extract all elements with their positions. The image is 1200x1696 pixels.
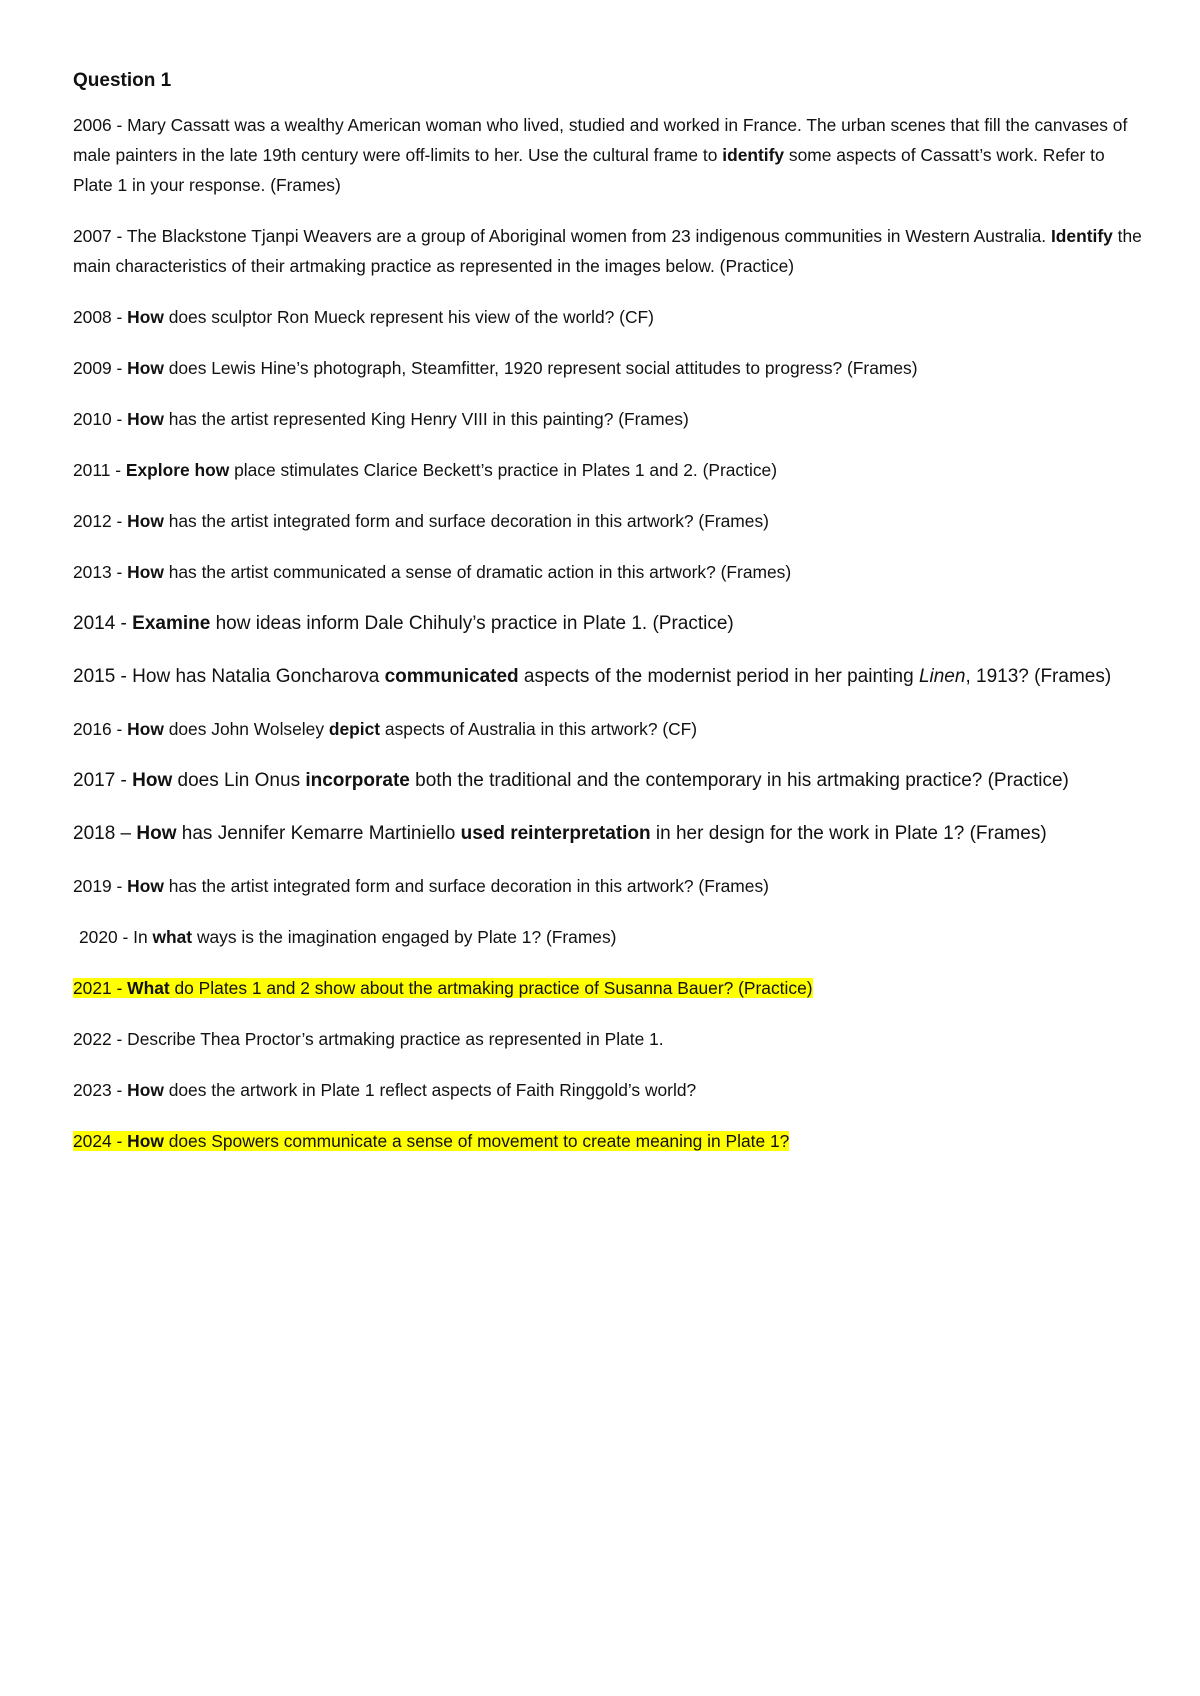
directive-verb: How	[127, 1080, 164, 1100]
question-2018: 2018 – How has Jennifer Kemarre Martiniello used reinterpretation in her design for the work in Plate 1? (Frames)	[73, 823, 1047, 844]
question-2023: 2023 - How does the artwork in Plate 1 reflect aspects of Faith Ringgold’s world?	[73, 1080, 697, 1100]
question-2006: 2006 - Mary Cassatt was a wealthy American woman who lived, studied and worked in France. The urban scenes that fill the canvases of male painters in the late 19th century were off-limits to her. Use the cultural frame to identify some aspects of Cassatt’s work. Refer to Plate 1 in your response. (Frames)	[73, 115, 1128, 195]
question-2007: 2007 - The Blackstone Tjanpi Weavers are a group of Aboriginal women from 23 indigenous communities in Western Australia. Identify the main characteristics of their artmaking practice as represented in the images below. (Practice)	[73, 226, 1142, 276]
highlighted-question: 2024 - How does Spowers communicate a sense of movement to create meaning in Plate 1?	[73, 1131, 790, 1151]
directive-verb: What	[127, 978, 170, 998]
question-2019: 2019 - How has the artist integrated form and surface decoration in this artwork? (Frames)	[73, 876, 769, 896]
question-2021	[73, 973, 1143, 1003]
directive-verb: How	[127, 1131, 164, 1151]
directive-verb: identify	[722, 145, 785, 165]
directive-verb: How	[127, 358, 164, 378]
directive-verb: Explore how	[125, 460, 230, 480]
directive-verb: used reinterpretation	[460, 823, 651, 844]
directive-verb: How	[127, 307, 164, 327]
directive-verb: How	[132, 770, 173, 791]
question-2020: 2020 - In what ways is the imagination engaged by Plate 1? (Frames)	[79, 927, 617, 947]
directive-verb: How	[127, 876, 164, 896]
directive-verb: How	[127, 511, 164, 531]
directive-verb: what	[152, 927, 193, 947]
directive-verb: How	[136, 823, 177, 844]
highlighted-question: 2021 - What do Plates 1 and 2 show about the artmaking practice of Susanna Bauer? (Practice)	[73, 978, 813, 998]
question-2022: 2022 - Describe Thea Proctor’s artmaking practice as represented in Plate 1.	[73, 1029, 664, 1049]
question-2017: 2017 - How does Lin Onus incorporate both the traditional and the contemporary in his artmaking practice? (Practice)	[73, 770, 1069, 791]
document-page	[73, 68, 1143, 1177]
directive-verb: Identify	[1050, 226, 1113, 246]
directive-verb: How	[127, 409, 164, 429]
artwork-title: Linen	[918, 666, 966, 687]
directive-verb: Examine	[132, 613, 211, 634]
question-2015: 2015 - How has Natalia Goncharova communicated aspects of the modernist period in her painting Linen, 1913? (Frames)	[73, 666, 1112, 687]
directive-verb: How	[127, 562, 164, 582]
question-2014: 2014 - Examine how ideas inform Dale Chihuly’s practice in Plate 1. (Practice)	[73, 613, 734, 634]
directive-verb: incorporate	[305, 770, 410, 791]
question-2024	[73, 1126, 1143, 1156]
question-2013: 2013 - How has the artist communicated a sense of dramatic action in this artwork? (Frames)	[73, 562, 792, 582]
question-2016: 2016 - How does John Wolseley depict aspects of Australia in this artwork? (CF)	[73, 719, 698, 739]
page-heading: Question 1	[73, 70, 172, 91]
directive-verb: How	[127, 719, 164, 739]
question-2012: 2012 - How has the artist integrated form and surface decoration in this artwork? (Frames)	[73, 511, 769, 531]
question-2008: 2008 - How does sculptor Ron Mueck represent his view of the world? (CF)	[73, 307, 654, 327]
directive-verb: depict	[328, 719, 381, 739]
question-2010: 2010 - How has the artist represented King Henry VIII in this painting? (Frames)	[73, 409, 689, 429]
directive-verb: communicated	[384, 666, 519, 687]
question-2009: 2009 - How does Lewis Hine’s photograph, Steamfitter, 1920 represent social attitudes to progress? (Frames)	[73, 358, 918, 378]
question-2011: 2011 - Explore how place stimulates Clarice Beckett’s practice in Plates 1 and 2. (Practice)	[73, 460, 777, 480]
